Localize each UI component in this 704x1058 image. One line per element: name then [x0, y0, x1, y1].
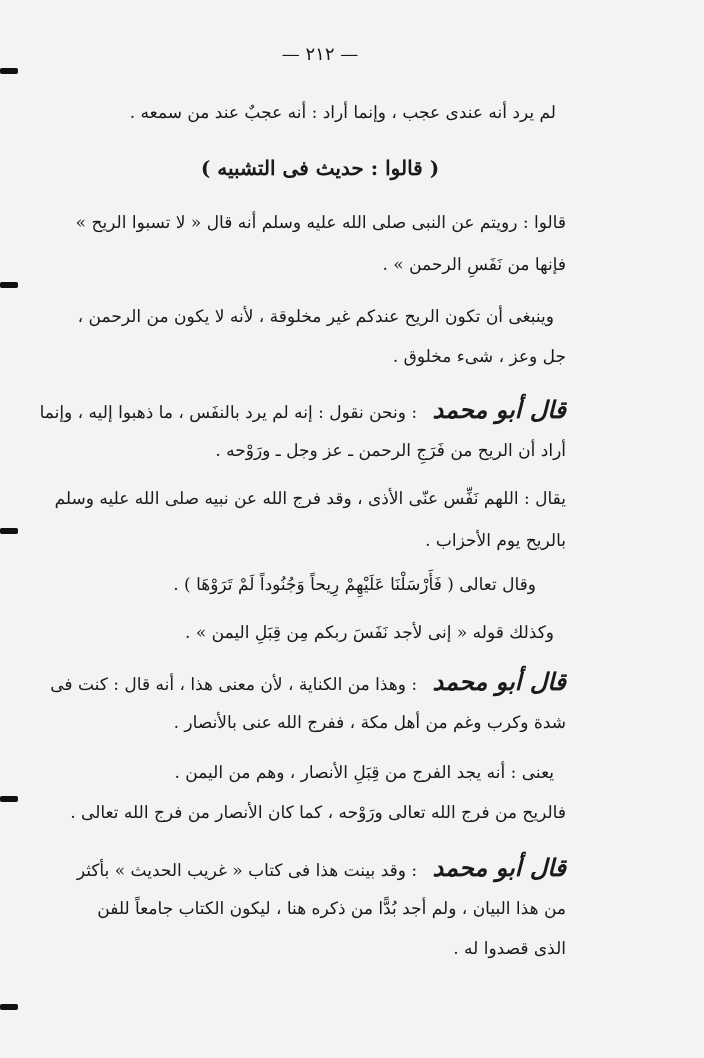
signature-line — [34, 394, 566, 425]
text-line: شدة وكرب وغم من أهل مكة ، ففرج الله عنى بالأنصار . — [173, 713, 566, 733]
margin-mark — [0, 282, 18, 288]
text-line: أراد أن الريح من فَرَجِ الرحمن ـ عز وجل ـ ورَوْحه . — [215, 441, 566, 461]
signature-abu-muhammad: قال أبو محمد — [432, 667, 566, 696]
text-line: يقال : اللهم نَفِّس عنّى الأذى ، وقد فرج الله عن نبيه صلى الله عليه وسلم — [54, 489, 566, 509]
quran-verse-line: وقال تعالى ( فَأَرْسَلْنَا عَلَيْهِمْ رِيحاً وَجُنُوداً لَمْ تَرَوْهَا ) . — [173, 575, 536, 595]
hadith-line: وكذلك قوله « إنى لأجد نَفَسَ ربكم مِن قِبَلِ اليمن » . — [185, 623, 554, 643]
margin-mark — [0, 1004, 18, 1010]
text-line: فالريح من فرج الله تعالى ورَوْحه ، كما كان الأنصار من فرج الله تعالى . — [70, 803, 566, 823]
text-line: الذى قصدوا له . — [453, 939, 566, 959]
text-line: من هذا البيان ، ولم أجد بُدًّا من ذكره هنا ، ليكون الكتاب جامعاً للفن — [97, 899, 566, 919]
text-line: قالوا : رويتم عن النبى صلى الله عليه وسلم أنه قال « لا تسبوا الريح » — [75, 213, 566, 233]
text-line: جل وعز ، شىء مخلوق . — [392, 347, 566, 367]
signature-abu-muhammad: قال أبو محمد — [432, 853, 566, 882]
margin-mark — [0, 68, 18, 74]
text-line: : وهذا من الكناية ، لأن معنى هذا ، أنه قال : كنت فى — [50, 675, 418, 695]
margin-mark — [0, 528, 18, 534]
text-line: لم يرد أنه عندى عجب ، وإنما أراد : أنه عجبٌ عند من سمعه . — [129, 103, 556, 123]
text-line: يعنى : أنه يجد الفرج من قِبَلِ الأنصار ، وهم من اليمن . — [174, 763, 554, 783]
signature-line — [34, 666, 566, 697]
signature-abu-muhammad: قال أبو محمد — [432, 395, 566, 424]
text-line: وينبغى أن تكون الريح عندكم غير مخلوقة ، لأنه لا يكون من الرحمن ، — [77, 307, 554, 327]
text-line: : وقد بينت هذا فى كتاب « غريب الحديث » بأكثر — [76, 861, 418, 881]
text-line: : ونحن نقول : إنه لم يرد بالنفَس ، ما ذهبوا إليه ، وإنما — [39, 403, 418, 423]
page-number: — ٢١٢ — — [281, 44, 359, 65]
text-line: بالريح يوم الأحزاب . — [425, 531, 566, 551]
signature-line — [34, 852, 566, 883]
margin-mark — [0, 796, 18, 802]
text-line: فإنها من نَفَسِ الرحمن » . — [382, 255, 566, 275]
section-heading: ( قالوا : حديث فى التشبيه ) — [200, 156, 440, 180]
